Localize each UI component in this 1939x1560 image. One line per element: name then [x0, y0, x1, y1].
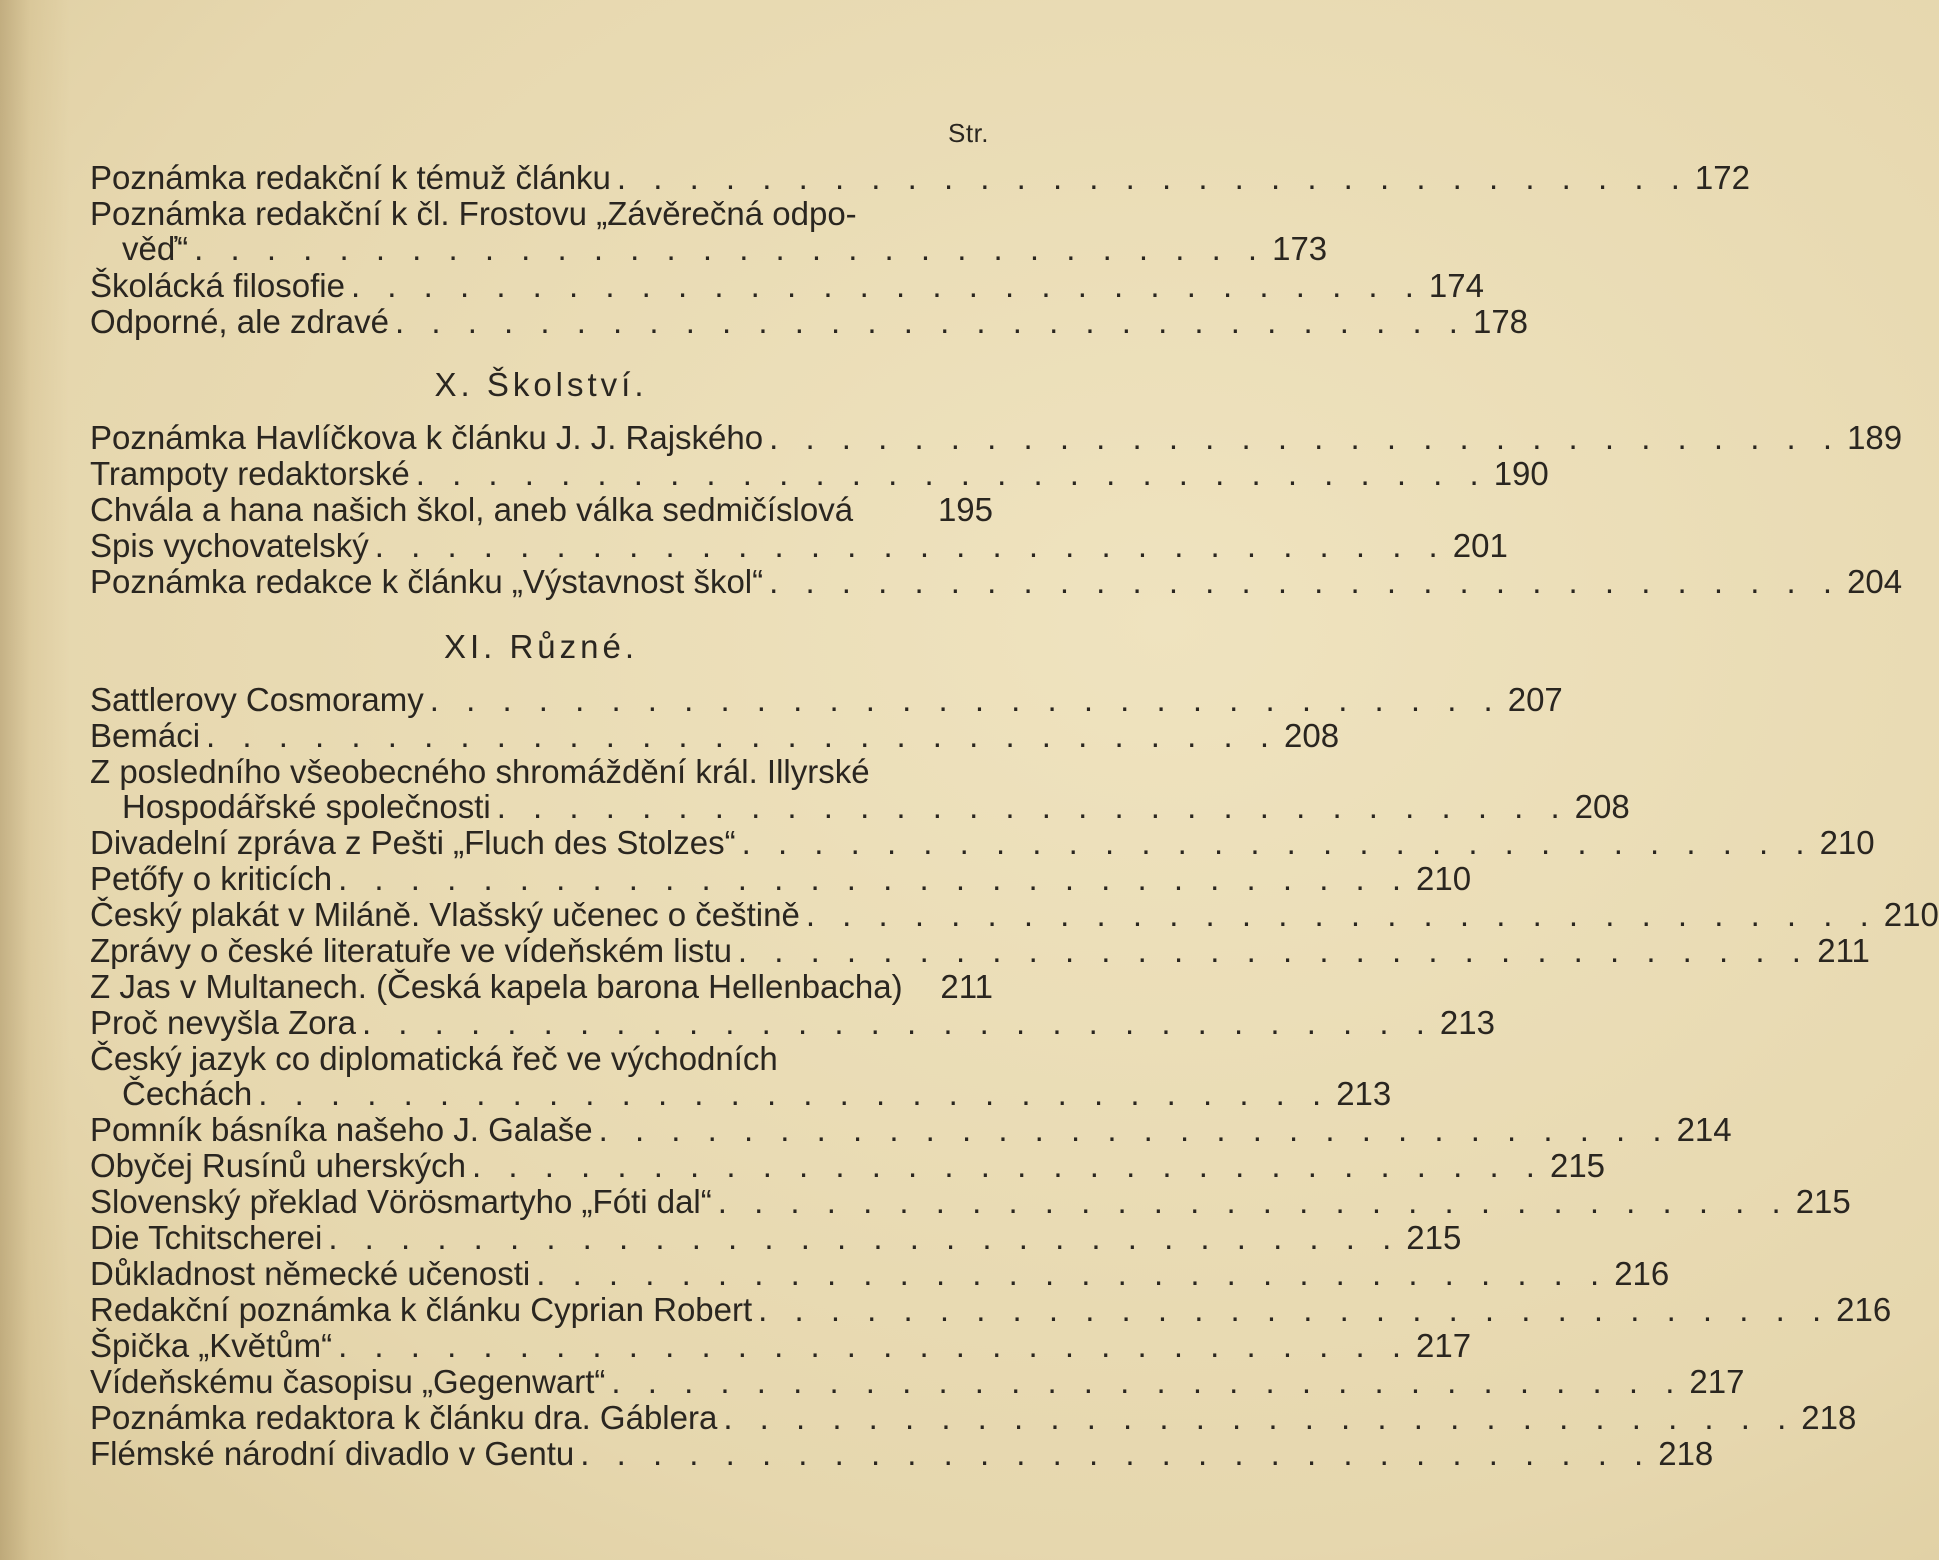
toc-entry-title: Spis vychovatelský	[90, 527, 369, 564]
toc-entry-page: 210	[1819, 824, 1875, 861]
leader-dots: . . . . . . . . . . . . . . . . . . . . . . . . . . . . . .	[598, 1111, 1671, 1148]
toc-entry	[90, 1255, 1670, 1292]
toc-entry-title: Český jazyk co diplomatická řeč ve východních	[90, 1040, 778, 1077]
leader-dots: . . . . . . . . . . . . . . . . . . . . . . . . . . . . . .	[472, 1147, 1544, 1184]
toc-entry-title: Trampoty redaktorské	[90, 455, 410, 492]
leader-dots: . . . . . . . . . . . . . . . . . . . . . . . . . . . . . .	[769, 563, 1842, 600]
leader-dots: . . . . . . . . . . . . . . . . . . . . . . . . . . . . . .	[429, 681, 1502, 718]
toc-entry	[90, 1183, 1851, 1220]
toc-entry	[90, 1147, 1606, 1184]
leader-dots: . . . . . . . . . . . . . . . . . . . . . . . . . . . . . .	[580, 1435, 1653, 1472]
toc-entry	[90, 419, 1903, 456]
toc-entry-title: Bemáci	[90, 717, 201, 754]
toc-entry-page: 201	[1452, 527, 1508, 564]
toc-entry-title: Důkladnost německé učenosti	[90, 1255, 531, 1292]
toc-entry-continuation	[90, 1075, 1392, 1112]
leader-dots: . . . . . . . . . . . . . . . . . . . . . . . . . . . . . .	[361, 1004, 1434, 1041]
toc-entry-page: 215	[1406, 1219, 1462, 1256]
toc-entry-title: Die Tchitscherei	[90, 1219, 323, 1256]
toc-entry	[90, 1219, 1462, 1256]
toc-entry-title: Z posledního všeobecného shromáždění král. Illyrské	[90, 753, 870, 790]
toc-entry-page: 210	[1416, 860, 1472, 897]
toc-entry-page: 207	[1507, 681, 1563, 718]
section-heading: X. Školství.	[434, 366, 648, 403]
toc-entry-title: Petőfy o kriticích	[90, 860, 333, 897]
toc-entry	[90, 754, 993, 789]
toc-entry-continuation	[90, 230, 1328, 267]
toc-entry-title: Slovenský překlad Vörösmartyho „Fóti dal“	[90, 1183, 712, 1220]
toc-entry	[90, 681, 1563, 718]
leader-dots: . . . . . . . . . . . . . . . . . . . . . . . . . . . . . .	[415, 455, 1488, 492]
toc-entry	[90, 196, 993, 231]
toc-entry-title: Poznámka redakční k témuž článku	[90, 159, 611, 196]
leader-dots: . . . . . . . . . . . . . . . . . . . . . . . . . . . . . .	[741, 824, 1814, 861]
toc-entry-title: Obyčej Rusínů uherských	[90, 1147, 467, 1184]
leader-dots: . . . . . . . . . . . . . . . . . . . . . . . . . . . . . .	[717, 1183, 1790, 1220]
leader-dots: . . . . . . . . . . . . . . . . . . . . . . . . . . . . . .	[374, 527, 1447, 564]
toc-entry	[90, 717, 1340, 754]
toc-entry-page: 172	[1694, 159, 1750, 196]
leader-dots: . . . . . . . . . . . . . . . . . . . . . . . . . . . . . .	[395, 303, 1467, 340]
toc-entry	[90, 563, 1903, 600]
toc-entry	[90, 969, 993, 1004]
toc-entry	[90, 860, 1472, 897]
leader-dots: . . . . . . . . . . . . . . . . . . . . . . . . . . . . . .	[805, 896, 1878, 933]
leader-dots: . . . . . . . . . . . . . . . . . . . . . . . . . . . . . .	[338, 1327, 1411, 1364]
toc-entry-title: Flémské národní divadlo v Gentu	[90, 1435, 575, 1472]
toc-entry-page: 214	[1676, 1111, 1732, 1148]
toc-entry	[90, 303, 1529, 340]
toc-entry-title: Český plakát v Miláně. Vlašský učenec o češtině	[90, 896, 800, 933]
toc-entry	[90, 1041, 993, 1076]
toc-entry-page: 210	[1883, 896, 1939, 933]
section-heading: XI. Různé.	[443, 628, 639, 665]
toc-entry-page: 215	[1549, 1147, 1606, 1184]
leader-dots: . . . . . . . . . . . . . . . . . . . . . . . . . . . . . .	[338, 860, 1411, 897]
toc-entry	[90, 1004, 1495, 1041]
leader-dots: . . . . . . . . . . . . . . . . . . . . . . . . . . . . . .	[758, 1291, 1831, 1328]
toc-entry-page: 218	[1658, 1435, 1714, 1472]
toc-entry-title: Poznámka redakce k článku „Výstavnost škol“	[90, 563, 764, 600]
toc-entry-title-cont: Hospodářské společnosti	[122, 788, 491, 825]
toc-entry-title-cont: věď“	[122, 230, 189, 267]
toc-entry-page: 211	[940, 968, 993, 1005]
toc-entry	[90, 1435, 1714, 1472]
toc-entry	[90, 1291, 1892, 1328]
toc-entry-page: 195	[937, 491, 993, 528]
leader-dots: . . . . . . . . . . . . . . . . . . . . . . . . . . . . . .	[194, 230, 1267, 267]
leader-dots: . . . . . . . . . . . . . . . . . . . . . . . . . . . . . .	[328, 1219, 1401, 1256]
leader-dots: . . . . . . . . . . . . . . . . . . . . . . . . . . . . . .	[496, 788, 1569, 825]
leader-dots: . . . . . . . . . . . . . . . . . . . . . . . . . . . . . .	[536, 1255, 1609, 1292]
leader-dots: . . . . . . . . . . . . . . . . . . . . . . . . . . . . . .	[769, 419, 1842, 456]
toc-entry	[90, 159, 1750, 196]
toc-entry-page: 208	[1284, 717, 1340, 754]
leader-dots: . . . . . . . . . . . . . . . . . . . . . . . . . . . . . .	[616, 159, 1689, 196]
toc-entry	[90, 455, 1549, 492]
toc-entry-page: 217	[1416, 1327, 1472, 1364]
toc-entry-page: 215	[1795, 1183, 1851, 1220]
toc-entry-page: 189	[1847, 419, 1903, 456]
toc-entry	[90, 492, 993, 527]
leader-dots: . . . . . . . . . . . . . . . . . . . . . . . . . . . . . .	[737, 932, 1810, 969]
toc-entry-page: 217	[1689, 1363, 1745, 1400]
toc-entry-title: Zprávy o české literatuře ve vídeňském listu	[90, 932, 732, 969]
toc-entry	[90, 824, 1875, 861]
toc-entry-page: 204	[1847, 563, 1903, 600]
toc-entry	[90, 1327, 1472, 1364]
toc-entry-page: 173	[1272, 230, 1328, 267]
toc-entry-page: 213	[1439, 1004, 1495, 1041]
toc-entry-title: Školácká filosofie	[90, 267, 345, 304]
leader-dots: . . . . . . . . . . . . . . . . . . . . . . . . . . . . . .	[206, 717, 1278, 754]
toc-entry-continuation	[90, 788, 1630, 825]
leader-dots: . . . . . . . . . . . . . . . . . . . . . . . . . . . . . .	[258, 1075, 1331, 1112]
toc-entry-page: 178	[1472, 303, 1529, 340]
leader-dots: . . . . . . . . . . . . . . . . . . . . . . . . . . . . . .	[611, 1363, 1684, 1400]
toc-entry-title: Špička „Květům“	[90, 1327, 333, 1364]
toc-entry-page: 216	[1614, 1255, 1670, 1292]
toc-entry-title: Proč nevyšla Zora	[90, 1004, 356, 1041]
toc-entry-title: Poznámka Havlíčkova k článku J. J. Rajského	[90, 419, 764, 456]
toc-entry-page: 190	[1493, 455, 1549, 492]
toc-entry-title: Sattlerovy Cosmoramy	[90, 681, 424, 718]
toc-entry	[90, 267, 1484, 304]
toc-entry-page: 218	[1801, 1399, 1857, 1436]
toc-entry-title: Chvála a hana našich škol, aneb válka sedmičíslová	[90, 491, 854, 528]
toc-entry-title: Poznámka redaktora k článku dra. Gáblera	[90, 1399, 718, 1436]
toc-entry-title: Poznámka redakční k čl. Frostovu „Závěrečná odpo-	[90, 195, 857, 232]
toc-entry-title: Pomník básníka našeho J. Galaše	[90, 1111, 593, 1148]
toc-entry-page: 216	[1836, 1291, 1892, 1328]
toc-entry-page: 174	[1428, 267, 1484, 304]
toc-entry-title: Vídeňskému časopisu „Gegenwart“	[90, 1363, 606, 1400]
toc-entry	[90, 1363, 1745, 1400]
toc-entry-title-cont: Čechách	[122, 1075, 253, 1112]
toc-entry	[90, 527, 1508, 564]
page-column-label: Str.	[948, 118, 990, 148]
toc-entry	[90, 932, 1870, 969]
toc-entry	[90, 896, 1939, 933]
toc-entry-page: 213	[1336, 1075, 1392, 1112]
toc-entry-title: Odporné, ale zdravé	[90, 303, 390, 340]
toc-entry-title: Z Jas v Multanech. (Česká kapela barona Hellenbacha)	[90, 968, 903, 1005]
toc-entry-title: Redakční poznámka k článku Cyprian Robert	[90, 1291, 753, 1328]
toc-entry-page: 208	[1574, 788, 1630, 825]
toc-entry-title: Divadelní zpráva z Pešti „Fluch des Stolzes“	[90, 824, 736, 861]
leader-dots: . . . . . . . . . . . . . . . . . . . . . . . . . . . . . .	[723, 1399, 1796, 1436]
toc-entry-page: 211	[1817, 932, 1870, 969]
toc-entry	[90, 1111, 1732, 1148]
toc-entry	[90, 1399, 1857, 1436]
leader-dots: . . . . . . . . . . . . . . . . . . . . . . . . . . . . . .	[350, 267, 1423, 304]
